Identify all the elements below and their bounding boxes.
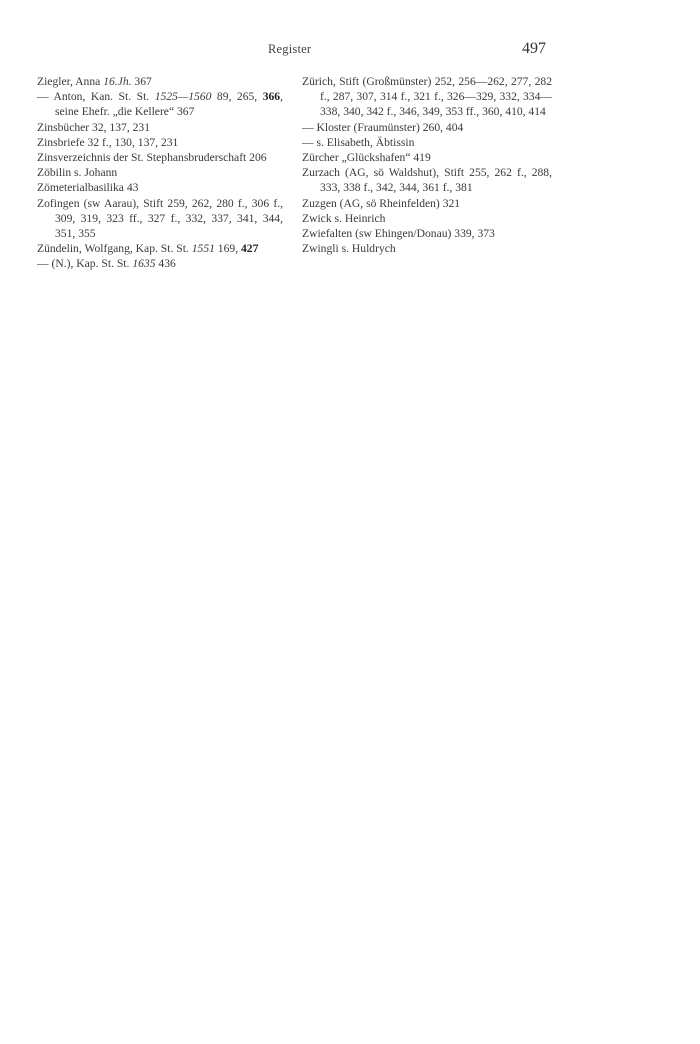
index-entry bbox=[37, 150, 283, 165]
index-entry bbox=[37, 196, 283, 242]
index-entry-text: 366 bbox=[262, 90, 281, 104]
index-entry bbox=[302, 226, 552, 241]
index-entry-text: , seine Ehefr. „die Kellere“ 367 bbox=[55, 90, 283, 119]
index-entry-text: Zurzach (AG, sö Waldshut), Stift 255, 262 f., 288, 333, 338 f., 342, 344, 361 f., 381 bbox=[302, 166, 552, 195]
index-entry-text: 1635 bbox=[132, 257, 156, 271]
index-entry-text: 427 bbox=[241, 242, 259, 256]
index-entry-text: 169, bbox=[214, 242, 241, 256]
index-entry bbox=[37, 135, 283, 150]
index-entry bbox=[37, 180, 283, 195]
index-entry bbox=[37, 256, 283, 271]
index-entry-text: 89, 265, bbox=[211, 90, 263, 104]
index-entry bbox=[302, 150, 552, 165]
index-entry-text: Zinsbriefe 32 f., 130, 137, 231 bbox=[37, 135, 179, 149]
index-entry-text: Zwick s. Heinrich bbox=[302, 211, 386, 225]
index-entry bbox=[302, 165, 552, 195]
index-entry bbox=[302, 74, 552, 120]
index-entry-text: 436 bbox=[155, 257, 176, 271]
index-entry-text: — (N.), Kap. St. St. bbox=[37, 257, 133, 271]
index-entry bbox=[37, 165, 283, 180]
index-column-right bbox=[302, 74, 552, 256]
index-entry-text: Zwiefalten (sw Ehingen/Donau) 339, 373 bbox=[302, 227, 495, 241]
index-column-left bbox=[37, 74, 283, 272]
index-entry-text: Zürich, Stift (Großmünster) 252, 256—262, 277, 282 f., 287, 307, 314 f., 321 f., 326—329, 332, 334—338, 340, 342 f., 346, 349, 353 ff., 360, 410, 414 bbox=[302, 75, 552, 119]
running-head: Register bbox=[268, 42, 312, 56]
index-entry-text: Zündelin, Wolfgang, Kap. St. St. bbox=[37, 242, 192, 256]
index-entry-text: Zömeterialbasilika 43 bbox=[37, 181, 139, 195]
index-entry-text: Zinsbücher 32, 137, 231 bbox=[37, 120, 151, 134]
index-entry bbox=[37, 89, 283, 119]
index-entry bbox=[302, 211, 552, 226]
index-entry bbox=[37, 241, 283, 256]
index-entry bbox=[302, 120, 552, 135]
index-entry-text: 1551 bbox=[191, 242, 215, 256]
index-entry bbox=[37, 74, 283, 89]
index-entry-text: Zinsverzeichnis der St. Stephansbruderschaft 206 bbox=[37, 151, 267, 165]
index-entry-text: 367 bbox=[131, 75, 152, 88]
index-entry-text: — Anton, Kan. St. St. bbox=[37, 90, 155, 104]
index-entry-text: 16.Jh. bbox=[103, 75, 132, 88]
index-entry-text: Zuzgen (AG, sö Rheinfelden) 321 bbox=[302, 196, 461, 210]
index-entry-text: — Kloster (Fraumünster) 260, 404 bbox=[302, 120, 464, 134]
index-entry bbox=[37, 120, 283, 135]
index-entry-text: Zöbilin s. Johann bbox=[37, 166, 118, 180]
index-entry-text: 1525—1560 bbox=[154, 90, 212, 104]
index-entry-text: Zwingli s. Huldrych bbox=[302, 242, 396, 256]
index-entry bbox=[302, 241, 552, 256]
index-entry bbox=[302, 135, 552, 150]
index-entry-text: Zürcher „Glückshafen“ 419 bbox=[302, 151, 431, 165]
index-entry bbox=[302, 196, 552, 211]
index-entry-text: Zofingen (sw Aarau), Stift 259, 262, 280 f., 306 f., 309, 319, 323 ff., 327 f., 332, 337, 341, 344, 351, 355 bbox=[37, 196, 283, 241]
index-entry-text: Ziegler, Anna bbox=[37, 75, 104, 88]
index-entry-text: — s. Elisabeth, Äbtissin bbox=[302, 135, 415, 149]
page-number: 497 bbox=[522, 40, 546, 57]
